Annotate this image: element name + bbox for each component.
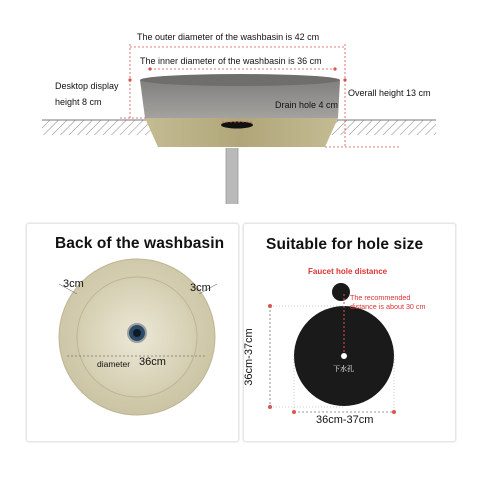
faucet-hole	[332, 283, 350, 301]
hole-center-drain	[341, 353, 347, 359]
hole-panel	[243, 223, 456, 442]
vertical-size-label: 36cm-37cm	[243, 328, 255, 386]
recommended-line2: distance is about 30 cm	[350, 301, 426, 311]
back-panel	[26, 223, 239, 442]
desktop-height-line2: height 8 cm	[55, 97, 102, 107]
back-basin-drawing	[27, 224, 238, 441]
drain-hole-label: Drain hole 4 cm	[275, 100, 339, 110]
overall-height-label: Overall height 13 cm	[348, 88, 431, 98]
back-panel-title: Back of the washbasin	[55, 235, 225, 252]
drain-hole	[221, 122, 253, 129]
desktop-height-label	[55, 81, 119, 108]
outer-diameter-label: The outer diameter of the washbasin is 42 cm	[137, 32, 320, 42]
drain-pipe	[226, 148, 238, 204]
desktop-height-line1: Desktop display	[55, 81, 119, 91]
hole-drawing	[244, 224, 455, 441]
horizontal-size-label: 36cm-37cm	[316, 414, 374, 426]
inner-diameter-label: The inner diameter of the washbasin is 36 cm	[140, 56, 322, 66]
back-diameter-value: 36cm	[139, 356, 166, 368]
hole-panel-title: Suitable for hole size	[266, 236, 424, 253]
recommended-distance-label	[350, 294, 426, 311]
drain-chinese-label: 下水孔	[333, 366, 354, 373]
recommended-line1: The recommended	[350, 293, 411, 302]
back-left-rim-label: 3cm	[63, 278, 84, 290]
top-diagram	[0, 0, 480, 215]
back-diameter-word: diameter	[97, 359, 131, 369]
back-right-rim-label: 3cm	[190, 282, 211, 294]
faucet-hole-label: Faucet hole distance	[308, 267, 388, 276]
